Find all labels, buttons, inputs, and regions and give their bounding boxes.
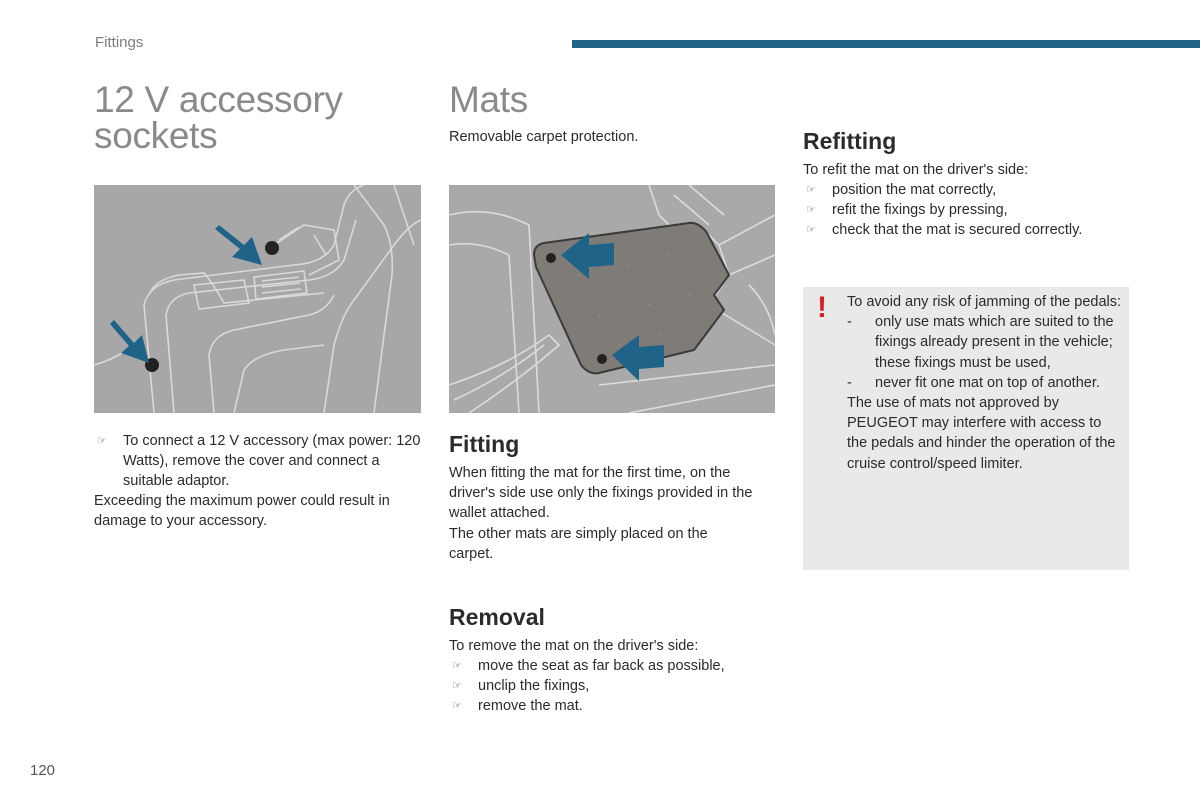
refitting-step: check that the mat is secured correctly. <box>832 222 1083 239</box>
list-item <box>803 180 1133 200</box>
removal-intro: To remove the mat on the driver's side: <box>449 638 699 654</box>
pointing-hand-icon: ☞ <box>97 435 107 447</box>
refitting-intro: To refit the mat on the driver's side: <box>803 162 1029 178</box>
pointing-hand-icon: ☞ <box>452 680 462 693</box>
warning-box <box>803 287 1129 570</box>
list-item <box>803 220 1133 240</box>
page-number: 120 <box>30 762 56 779</box>
removal-step: move the seat as far back as possible, <box>478 658 725 674</box>
pointing-hand-icon: ☞ <box>806 184 816 196</box>
fitting-text-2: The other mats are simply placed on the carpet. <box>449 526 708 563</box>
list-item <box>803 200 1133 220</box>
mats-title: Mats <box>449 79 528 120</box>
accessory-socket-illustration <box>94 185 421 413</box>
list-item <box>847 373 1123 393</box>
socket-instructions <box>94 431 424 492</box>
pointing-hand-icon: ☞ <box>452 660 462 672</box>
refitting-heading: Refitting <box>803 128 897 154</box>
socket-title <box>94 79 343 156</box>
warning-item: never fit one mat on top of another. <box>875 374 1100 391</box>
removal-step: remove the mat. <box>478 698 583 715</box>
list-item <box>94 431 424 492</box>
section-title: Fittings <box>95 34 144 51</box>
warning-outro: The use of mats not approved by PEUGEOT may interfere with access to the pedals and hinder the operation of the cruise control/speed limiter. <box>847 395 1116 472</box>
header-accent-bar <box>572 40 1200 48</box>
pointing-hand-icon: ☞ <box>452 700 462 713</box>
removal-heading: Removal <box>449 604 545 630</box>
list-item <box>449 656 777 676</box>
mat-illustration <box>449 185 775 413</box>
socket-title-line1: 12 V accessory <box>94 79 343 120</box>
warning-text <box>847 292 1123 474</box>
refitting-steps <box>803 180 1133 241</box>
fitting-heading: Fitting <box>449 431 520 457</box>
socket-note: Exceeding the maximum power could result in damage to your accessory. <box>94 493 390 530</box>
warning-list <box>847 312 1123 393</box>
warning-item: only use mats which are suited to the fixings already present in the vehicle; these fixings must be used, <box>875 314 1114 371</box>
socket-title-line2: sockets <box>94 115 218 156</box>
list-item <box>847 312 1123 373</box>
refitting-step: refit the fixings by pressing, <box>832 202 1008 219</box>
removal-steps <box>449 656 777 717</box>
dash-icon: - <box>847 314 852 331</box>
socket-bullet-text: To connect a 12 V accessory (max power: 120 Watts), remove the cover and connect a suitable adaptor. <box>123 433 421 490</box>
mats-intro: Removable carpet protection. <box>449 129 639 145</box>
pointing-hand-icon: ☞ <box>806 204 816 217</box>
pointing-hand-icon: ☞ <box>806 224 816 237</box>
fitting-text-1: When fitting the mat for the first time, on the driver's side use only the fixings provided in the wallet attached. <box>449 465 753 522</box>
list-item <box>449 676 777 696</box>
list-item <box>449 696 777 716</box>
removal-step: unclip the fixings, <box>478 678 590 695</box>
warning-intro: To avoid any risk of jamming of the pedals: <box>847 294 1122 310</box>
exclamation-icon: ! <box>817 291 827 324</box>
dash-icon: - <box>847 374 852 391</box>
refitting-step: position the mat correctly, <box>832 182 997 198</box>
